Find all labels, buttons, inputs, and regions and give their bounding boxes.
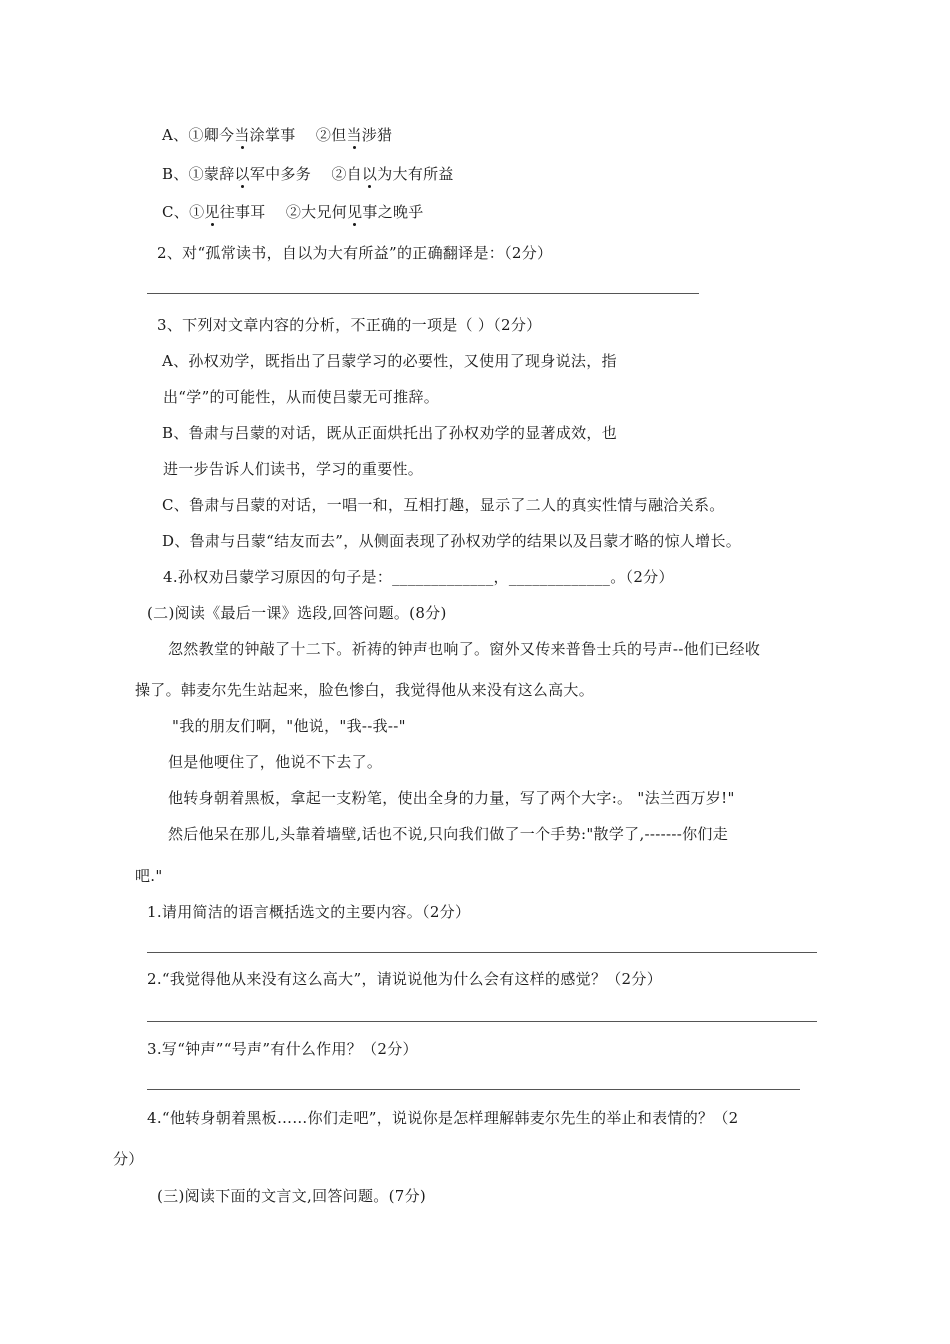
section2-q2: 2.“我觉得他从来没有这么高大”，请说说他为什么会有这样的感觉？（2分） <box>147 970 662 988</box>
section2-title: (二)阅读《最后一课》选段,回答问题。(8分) <box>147 604 447 622</box>
passage-paragraph-1a: 忽然教堂的钟敲了十二下。祈祷的钟声也响了。窗外又传来普鲁士兵的号声--他们已经收 <box>168 640 761 658</box>
emphasis-char: 以 <box>361 165 378 183</box>
q3-option-d: D、鲁肃与吕蒙“结友而去”，从侧面表现了孙权劝学的结果以及吕蒙才略的惊人增长。 <box>162 532 742 550</box>
q3-option-a-line2: 出“学”的可能性，从而使吕蒙无可推辞。 <box>163 388 440 406</box>
passage-paragraph-5a: 然后他呆在那儿,头靠着墙壁,话也不说,只向我们做了一个手势:"散学了,-------你们走 <box>168 825 729 843</box>
q3-option-a-line1: A、孙权劝学，既指出了吕蒙学习的必要性，又使用了现身说法，指 <box>162 352 617 370</box>
emphasis-char: 当 <box>346 126 362 144</box>
option-text: 往事耳 ②大兄何 <box>219 203 348 221</box>
option-text: A、①卿今 <box>162 126 235 144</box>
section2-q1: 1.请用简洁的语言概括选文的主要内容。（2分） <box>147 903 471 921</box>
emphasis-char: 当 <box>234 126 250 144</box>
option-text: 为大有所益 <box>377 165 454 183</box>
option-text: 事之晚乎 <box>362 203 424 221</box>
q2-text: 2、对“孤常读书，自以为大有所益”的正确翻译是：（2分） <box>157 244 553 262</box>
q3-option-b-line2: 进一步告诉人们读书，学习的重要性。 <box>163 460 424 478</box>
emphasis-char: 见 <box>204 203 220 221</box>
section2-q3: 3.写“钟声”“号声”有什么作用？（2分） <box>147 1040 418 1058</box>
passage-paragraph-5b: 吧." <box>135 867 163 885</box>
q3-stem: 3、下列对文章内容的分析，不正确的一项是（ ）（2分） <box>157 316 542 334</box>
answer-line <box>147 1021 817 1022</box>
answer-line <box>147 1089 800 1090</box>
emphasis-char: 以 <box>234 165 250 183</box>
section2-q4b: 分） <box>113 1150 144 1168</box>
emphasis-char: 见 <box>347 203 363 221</box>
option-text: 涉猎 <box>361 126 393 144</box>
q1-option-b <box>162 164 454 184</box>
q1-option-c <box>162 202 424 222</box>
passage-paragraph-2: "我的朋友们啊，"他说，"我--我--" <box>172 717 406 735</box>
option-text: C、① <box>162 203 205 221</box>
section2-q4a: 4.“他转身朝着黑板……你们走吧”，说说你是怎样理解韩麦尔先生的举止和表情的？（2 <box>147 1109 739 1127</box>
answer-line <box>147 293 699 294</box>
q3-option-c: C、鲁肃与吕蒙的对话，一唱一和，互相打趣，显示了二人的真实性情与融洽关系。 <box>162 496 725 514</box>
q4-text: 4.孙权劝吕蒙学习原因的句子是：_____________，_____________。（2分） <box>163 568 674 586</box>
answer-line <box>147 952 817 953</box>
option-text: 军中多务 ②自 <box>249 165 362 183</box>
section3-title: (三)阅读下面的文言文,回答问题。(7分) <box>157 1187 427 1205</box>
option-text: B、①蒙辞 <box>162 165 235 183</box>
passage-paragraph-1b: 操了。韩麦尔先生站起来，脸色惨白，我觉得他从来没有这么高大。 <box>135 681 595 699</box>
option-text: 涂掌事 ②但 <box>249 126 347 144</box>
passage-paragraph-4: 他转身朝着黑板，拿起一支粉笔，使出全身的力量，写了两个大字:。 "法兰西万岁!" <box>168 789 735 807</box>
q1-option-a <box>162 125 392 145</box>
q3-option-b-line1: B、鲁肃与吕蒙的对话，既从正面烘托出了孙权劝学的显著成效，也 <box>162 424 618 442</box>
passage-paragraph-3: 但是他哽住了，他说不下去了。 <box>168 753 383 771</box>
